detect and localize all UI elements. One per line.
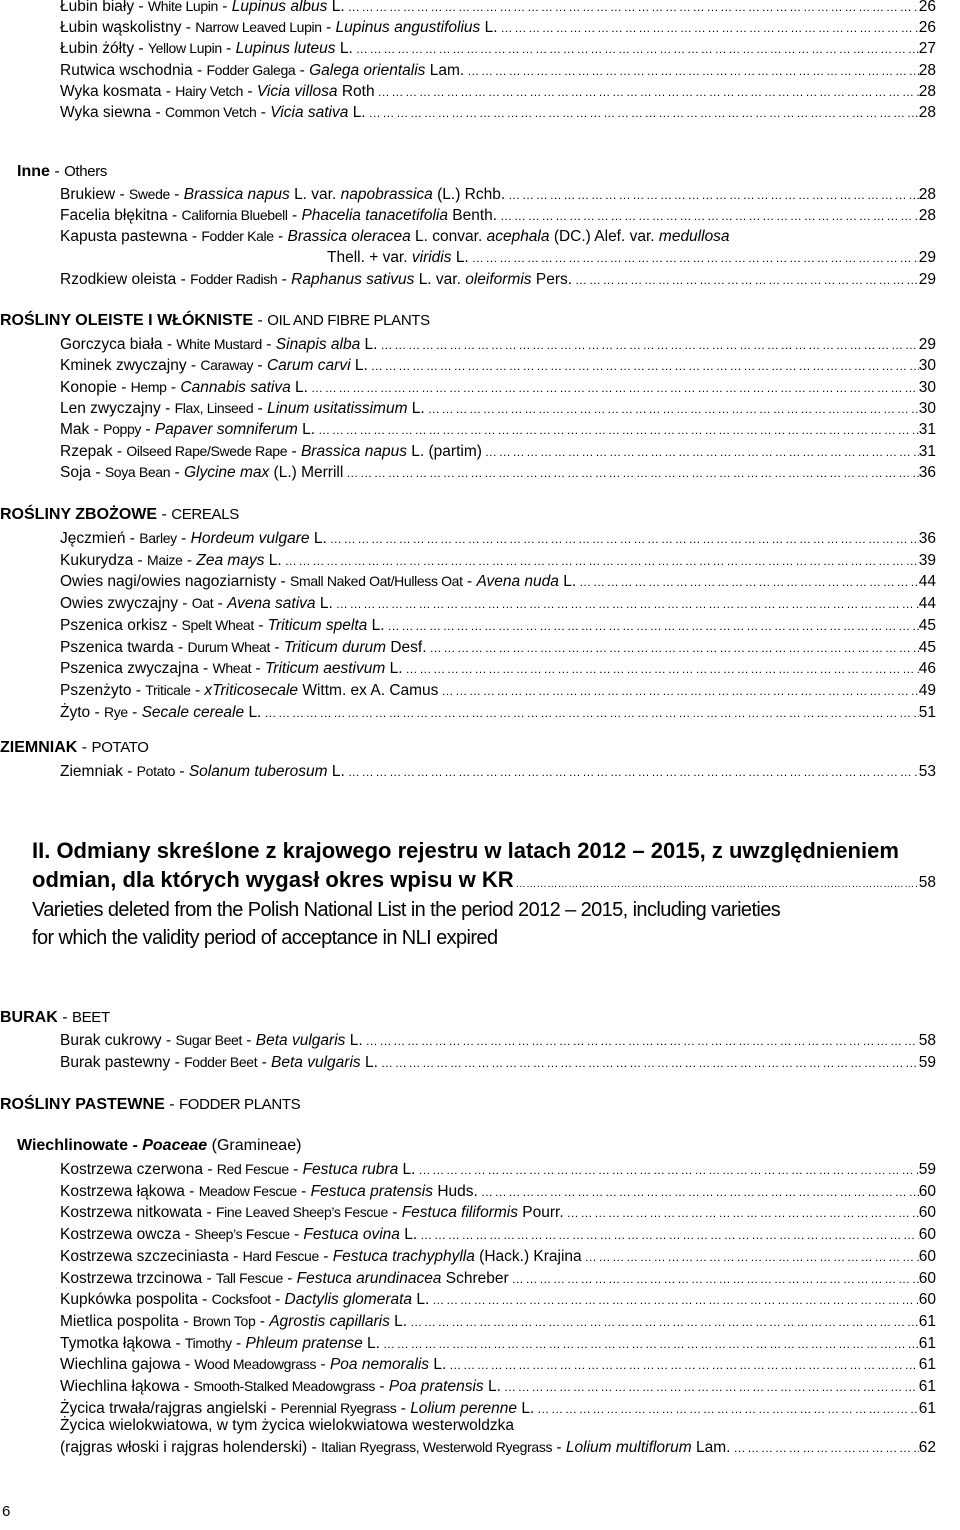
dot-leader xyxy=(378,1054,919,1072)
page-number: 49 xyxy=(918,681,936,699)
english-name: Small Naked Oat/Hulless Oat xyxy=(290,573,463,590)
dot-leader xyxy=(497,207,919,225)
page-number: 30 xyxy=(918,399,936,417)
dot-leader xyxy=(469,249,919,267)
latin-name: Lupinus albus xyxy=(231,0,328,15)
page-number: 31 xyxy=(918,421,936,439)
latin-name: Poa nemoralis xyxy=(329,1356,430,1374)
english-name: White Lupin xyxy=(147,0,218,14)
polish-name: Kostrzewa czerwona xyxy=(60,1161,204,1178)
author-abbrev: Huds. xyxy=(437,1182,478,1200)
english-name: White Mustard xyxy=(176,336,262,352)
latin-name: Beta vulgaris xyxy=(271,1054,361,1071)
english-name: Rye xyxy=(103,703,128,720)
english-name: Wheat xyxy=(212,660,252,677)
page-number: 30 xyxy=(918,357,936,375)
dot-leader xyxy=(308,379,919,397)
toc-entry: Życica trwała/rajgras angielski - Perennial Ryegrass - Lolium perenne L. …………………………………………………………………………………………………………………………………………………………………………………… 61 xyxy=(60,1399,936,1418)
author-abbrev: L. xyxy=(364,336,378,353)
english-name: Hemp xyxy=(130,378,167,395)
dot-leader xyxy=(377,336,918,354)
page-number: 61 xyxy=(918,1312,936,1330)
part-two-title-line2: odmian, dla których wygasł okres wpisu w KR …………………………………………………………………………………………………………………………………………………………………………………… 58 xyxy=(32,866,936,894)
toc-entry: Rzepak - Oilseed Rape/Swede Rape - Brassica napus L. (partim) …………………………………………………………………………………………………………………………………………………………………………………… 31 xyxy=(60,442,936,461)
part-two-subtitle-en-2: for which the validity period of acceptance in NLI expired xyxy=(32,927,498,949)
dot-leader xyxy=(564,1204,919,1222)
toc-entry: Kostrzewa nitkowata - Fine Leaved Sheep’s Fescue - Festuca filiformis Pourr. …………………………………………………………………………………………………………………………………………………………………………………… 60 xyxy=(60,1203,936,1222)
section-heading-fodder: ROŚLINY PASTEWNE - FODDER PLANTS xyxy=(0,1096,301,1113)
latin-name: Festuca trachyphylla xyxy=(332,1247,475,1265)
toc-entry: Konopie - Hemp - Cannabis sativa L. …………………………………………………………………………………………………………………………………………………………………………………… 30 xyxy=(60,378,936,397)
polish-name: Konopie xyxy=(60,378,117,396)
entry-zycica-wielokwiatowa-cont: (rajgras włoski i rajgras holenderski) - Italian Ryegrass, Westerwold Ryegrass - Lolium multiflorum Lam. …………………………………………………………………………………………………………………………………………………………………………………… 62 xyxy=(60,1438,936,1457)
author-abbrev: L. xyxy=(394,1312,408,1330)
english-name: Perennial Ryegrass xyxy=(280,1399,397,1416)
author-abbrev: L. xyxy=(349,1032,363,1049)
page-number: 62 xyxy=(918,1439,936,1456)
english-name: Durum Wheat xyxy=(187,638,271,655)
toc-entry: Len zwyczajny - Flax, Linseed - Linum usitatissimum L. …………………………………………………………………………………………………………………………………………………………………………………… 30 xyxy=(60,399,936,418)
latin-name: Avena sativa xyxy=(227,595,316,613)
dot-leader xyxy=(576,573,919,591)
author-abbrev: Lam. xyxy=(429,61,465,79)
page-number: 29 xyxy=(918,336,936,353)
author-abbrev: L. xyxy=(404,1226,418,1244)
page-number: 45 xyxy=(918,616,936,634)
dot-leader xyxy=(345,0,919,16)
dot-leader xyxy=(353,40,919,58)
polish-name: Kostrzewa owcza xyxy=(60,1226,181,1244)
entry-kapusta-cont: Thell. + var. viridis L. …………………………………………………………………………………………………………………………………………………………………………………… 29 xyxy=(327,249,936,267)
polish-name: Wiechlina łąkowa xyxy=(60,1378,180,1395)
page-number: 53 xyxy=(918,763,936,780)
polish-name: Kukurydza xyxy=(60,551,134,569)
latin-name: Zea mays xyxy=(196,551,265,569)
latin-name: Sinapis alba xyxy=(275,336,361,353)
english-name: Sugar Beet xyxy=(175,1032,242,1048)
author-abbrev: Desf. xyxy=(390,638,427,656)
toc-entry: Mietlica pospolita - Brown Top - Agrostis capillaris L. …………………………………………………………………………………………………………………………………………………………………………………… 61 xyxy=(60,1312,936,1331)
english-name: Oilseed Rape/Swede Rape xyxy=(126,442,288,459)
latin-name: Galega orientalis xyxy=(309,61,426,79)
english-name: Flax, Linseed xyxy=(174,399,254,416)
toc-entry: Kostrzewa szczeciniasta - Hard Fescue - Festuca trachyphylla (Hack.) Krajina …………………………………………………………………………………………………………………………………………………………………………………… 60 xyxy=(60,1247,936,1266)
latin-name: Papaver somniferum xyxy=(154,421,298,439)
english-name: Smooth-Stalked Meadowgrass xyxy=(193,1378,376,1394)
toc-entry: Soja - Soya Bean - Glycine max (L.) Merrill …………………………………………………………………………………………………………………………………………………………………………………… 36 xyxy=(60,463,936,482)
english-name: Fodder Beet xyxy=(184,1054,258,1070)
author-abbrev: L. xyxy=(352,104,366,121)
dot-leader xyxy=(425,400,919,418)
dot-leader xyxy=(282,552,919,570)
section-heading-oil-fibre: ROŚLINY OLEISTE I WŁÓKNISTE - OIL AND FIBRE PLANTS xyxy=(0,312,430,329)
entry-kapusta: Kapusta pastewna - Fodder Kale - Brassica oleracea L. convar. acephala (DC.) Alef. var. medullosa xyxy=(60,228,730,245)
dot-leader xyxy=(498,19,919,37)
page-number: 59 xyxy=(918,1054,936,1071)
english-name: Barley xyxy=(139,530,177,546)
entry-brukiew: Brukiew - Swede - Brassica napus L. var. napobrassica (L.) Rchb. …………………………………………………………………………………………………………………………………………………………………………………… 28 xyxy=(60,185,936,204)
toc-entry: Żyto - Rye - Secale cereale L. …………………………………………………………………………………………………………………………………………………………………………………… 51 xyxy=(60,703,936,722)
english-name: Fine Leaved Sheep’s Fescue xyxy=(215,1204,388,1221)
page-number: 36 xyxy=(918,463,936,481)
author-abbrev: L. xyxy=(364,1054,378,1071)
section-heading-cereals: ROŚLINY ZBOŻOWE - CEREALS xyxy=(0,506,239,523)
english-name: Brown Top xyxy=(192,1312,256,1329)
dot-leader xyxy=(514,876,919,894)
dot-leader xyxy=(730,1439,918,1457)
latin-name: Poa pratensis xyxy=(388,1378,484,1395)
page-number: 60 xyxy=(918,1226,936,1244)
polish-name: Pszenica zwyczajna xyxy=(60,660,199,678)
part-two-title: II. Odmiany skreślone z krajowego rejestru w latach 2012 – 2015, z uwzględnieniem xyxy=(32,838,899,863)
polish-name: Kostrzewa trzcinowa xyxy=(60,1269,203,1287)
toc-entry: Wiechlina łąkowa - Smooth-Stalked Meadowgrass - Poa pratensis L. …………………………………………………………………………………………………………………………………………………………………………………… 61 xyxy=(60,1377,936,1396)
author-abbrev: L. xyxy=(563,573,577,591)
dot-leader xyxy=(534,1400,918,1418)
latin-name: Festuca ovina xyxy=(303,1226,400,1244)
polish-name: Mietlica pospolita xyxy=(60,1312,179,1330)
author-abbrev: L. xyxy=(313,530,327,547)
dot-leader xyxy=(327,530,919,548)
toc-entry: Pszenica twarda - Durum Wheat - Triticum durum Desf. …………………………………………………………………………………………………………………………………………………………………………………… 45 xyxy=(60,638,936,657)
dot-leader xyxy=(501,1378,919,1396)
polish-name: Soja xyxy=(60,463,92,481)
toc-entry: Jęczmień - Barley - Hordeum vulgare L. …………………………………………………………………………………………………………………………………………………………………………………… 36 xyxy=(60,529,936,548)
english-name: Common Vetch xyxy=(164,104,257,120)
author-abbrev: L. xyxy=(248,703,262,721)
latin-name: Carum carvi xyxy=(266,357,351,375)
author-abbrev: L. xyxy=(295,378,308,396)
latin-name: Glycine max xyxy=(183,463,270,481)
latin-name: Triticum spelta xyxy=(267,616,368,634)
toc-entry: Tymotka łąkowa - Timothy - Phleum pratense L. …………………………………………………………………………………………………………………………………………………………………………………… 61 xyxy=(60,1334,936,1353)
author-abbrev: Roth xyxy=(341,82,375,100)
toc-entry: Mak - Poppy - Papaver somniferum L. …………………………………………………………………………………………………………………………………………………………………………………… 31 xyxy=(60,420,936,439)
english-name: Fodder Galega xyxy=(206,61,296,78)
dot-leader xyxy=(446,1356,918,1374)
dot-leader xyxy=(368,357,919,375)
toc-entry: Rutwica wschodnia - Fodder Galega - Galega orientalis Lam. …………………………………………………………………………………………………………………………………………………………………………………… 28 xyxy=(60,61,936,80)
polish-name: Żyto xyxy=(60,703,91,721)
polish-name: Owies nagi/owies nagoziarnisty xyxy=(60,573,277,591)
section-heading-beet: BURAK - BEET xyxy=(0,1009,110,1026)
polish-name: Mak xyxy=(60,421,90,439)
polish-name: Kostrzewa nitkowata xyxy=(60,1204,203,1222)
polish-name: Owies zwyczajny xyxy=(60,595,178,613)
page-number: 58 xyxy=(918,874,936,891)
latin-name: Vicia sativa xyxy=(270,104,349,121)
page-number: 59 xyxy=(918,1161,936,1178)
author-abbrev: L. xyxy=(402,1161,416,1178)
entry-ziemniak: Ziemniak - Potato - Solanum tuberosum L. …………………………………………………………………………………………………………………………………………………………………………………… 53 xyxy=(60,762,936,781)
page-number: 26 xyxy=(918,19,936,37)
page-number: 51 xyxy=(918,703,936,721)
author-abbrev: L. xyxy=(416,1291,430,1309)
page-number: 30 xyxy=(918,378,936,396)
page-number: 28 xyxy=(918,82,936,100)
english-name: Caraway xyxy=(200,357,254,374)
page-number: 28 xyxy=(918,207,936,224)
dot-leader xyxy=(345,763,919,781)
dot-leader xyxy=(315,421,919,439)
toc-entry: Kostrzewa owcza - Sheep’s Fescue - Festuca ovina L. …………………………………………………………………………………………………………………………………………………………………………………… 60 xyxy=(60,1225,936,1244)
page-number: 29 xyxy=(918,271,936,288)
latin-name: Vicia villosa xyxy=(256,82,338,100)
latin-name: Agrostis capillaris xyxy=(269,1312,390,1330)
page-number: 58 xyxy=(918,1032,936,1049)
polish-name: Rutwica wschodnia xyxy=(60,61,193,79)
latin-name: Triticum durum xyxy=(283,638,387,656)
dot-leader xyxy=(407,1313,919,1331)
latin-name: Beta vulgaris xyxy=(255,1032,346,1049)
dot-leader xyxy=(464,62,919,80)
page-folio-number: 6 xyxy=(2,1503,11,1520)
polish-name: Burak pastewny xyxy=(60,1054,171,1071)
toc-entry: Kostrzewa trzcinowa - Tall Fescue - Festuca arundinacea Schreber …………………………………………………………………………………………………………………………………………………………………………………… 60 xyxy=(60,1269,936,1288)
polish-name: Wiechlina gajowa xyxy=(60,1356,181,1374)
author-abbrev: L. xyxy=(371,616,385,634)
page-number: 61 xyxy=(918,1378,936,1395)
polish-name: Kupkówka pospolita xyxy=(60,1291,198,1309)
section-heading-others: Inne - Others xyxy=(17,163,108,180)
english-name: Soya Bean xyxy=(104,463,171,480)
author-abbrev: L. xyxy=(367,1334,380,1352)
latin-name: Avena nuda xyxy=(476,573,559,591)
part-two-subtitle-en: Varieties deleted from the Polish National List in the period 2012 – 2015, including varieties xyxy=(32,899,781,921)
toc-entry: Łubin żółty - Yellow Lupin - Lupinus luteus L. …………………………………………………………………………………………………………………………………………………………………………………… 27 xyxy=(60,39,936,58)
latin-name: Dactylis glomerata xyxy=(284,1291,413,1309)
page-number: 27 xyxy=(918,40,936,58)
dot-leader xyxy=(403,660,919,678)
entry-facelia: Facelia błękitna - California Bluebell - Phacelia tanacetifolia Benth. …………………………………………………………………………………………………………………………………………………………………………………… 28 xyxy=(60,206,936,225)
author-abbrev: L. xyxy=(389,660,403,678)
english-name: Narrow Leaved Lupin xyxy=(195,19,322,36)
toc-entry: Wyka kosmata - Hairy Vetch - Vicia villosa Roth …………………………………………………………………………………………………………………………………………………………………………………… 28 xyxy=(60,82,936,101)
page-number: 61 xyxy=(918,1399,936,1417)
author-abbrev: L. (partim) xyxy=(411,442,482,460)
author-abbrev: L. xyxy=(302,421,316,439)
page-number: 60 xyxy=(918,1291,936,1309)
page-number: 29 xyxy=(918,249,936,266)
english-name: Sheep’s Fescue xyxy=(194,1226,290,1243)
dot-leader xyxy=(572,271,919,289)
toc-entry: Owies zwyczajny - Oat - Avena sativa L. …………………………………………………………………………………………………………………………………………………………………………………… 44 xyxy=(60,594,936,613)
toc-entry: Kostrzewa łąkowa - Meadow Fescue - Festuca pratensis Huds. …………………………………………………………………………………………………………………………………………………………………………………… 60 xyxy=(60,1182,936,1201)
toc-entry: Burak cukrowy - Sugar Beet - Beta vulgaris L. …………………………………………………………………………………………………………………………………………………………………………………… 58 xyxy=(60,1031,936,1050)
english-name: Spelt Wheat xyxy=(181,616,254,633)
latin-name: Lupinus luteus xyxy=(235,40,336,58)
dot-leader xyxy=(429,1291,918,1309)
dot-leader xyxy=(415,1161,918,1179)
author-abbrev: Schreber xyxy=(445,1269,509,1287)
english-name: Yellow Lupin xyxy=(147,40,222,57)
toc-entry: Pszenica orkisz - Spelt Wheat - Triticum spelta L. …………………………………………………………………………………………………………………………………………………………………………………… 45 xyxy=(60,616,936,635)
latin-name: Brassica napus xyxy=(300,442,407,460)
latin-name: Secale cereale xyxy=(141,703,245,721)
toc-entry: Pszenica zwyczajna - Wheat - Triticum aestivum L. …………………………………………………………………………………………………………………………………………………………………………………… 46 xyxy=(60,659,936,678)
toc-entry: Pszenżyto - Triticale - xTriticosecale Wittm. ex A. Camus …………………………………………………………………………………………………………………………………………………………………………………… 49 xyxy=(60,681,936,700)
toc-entry: Łubin wąskolistny - Narrow Leaved Lupin - Lupinus angustifolius L. …………………………………………………………………………………………………………………………………………………………………………………… 26 xyxy=(60,18,936,37)
section-heading-potato: ZIEMNIAK - POTATO xyxy=(0,739,149,756)
polish-name: Len zwyczajny xyxy=(60,399,161,417)
dot-leader xyxy=(333,595,919,613)
latin-name: Linum usitatissimum xyxy=(267,399,408,417)
polish-name: Burak cukrowy xyxy=(60,1032,162,1049)
dot-leader xyxy=(482,443,919,461)
page-number: 28 xyxy=(918,61,936,79)
latin-name: Lupinus angustifolius xyxy=(335,19,481,37)
english-name: Cocksfoot xyxy=(211,1291,271,1308)
english-name: Hairy Vetch xyxy=(175,82,244,99)
dot-leader xyxy=(363,1032,919,1050)
page-number: 26 xyxy=(918,0,936,15)
polish-name: Łubin żółty xyxy=(60,40,135,58)
page-number: 61 xyxy=(918,1334,936,1352)
author-abbrev: (Hack.) Krajina xyxy=(479,1247,582,1265)
english-name: Triticale xyxy=(145,681,191,698)
author-abbrev: L. xyxy=(268,551,282,569)
dot-leader xyxy=(417,1226,919,1244)
polish-name: Kostrzewa szczeciniasta xyxy=(60,1247,229,1265)
toc-entry: Wiechlina gajowa - Wood Meadowgrass - Poa nemoralis L. …………………………………………………………………………………………………………………………………………………………………………………… 61 xyxy=(60,1355,936,1374)
polish-name: Gorczyca biała xyxy=(60,336,163,353)
author-abbrev: Wittm. ex A. Camus xyxy=(302,681,439,699)
english-name: Hard Fescue xyxy=(242,1247,319,1264)
dot-leader xyxy=(261,704,918,722)
toc-entry: Kupkówka pospolita - Cocksfoot - Dactylis glomerata L. …………………………………………………………………………………………………………………………………………………………………………………… 60 xyxy=(60,1290,936,1309)
dot-leader xyxy=(582,1248,919,1266)
author-abbrev: L. xyxy=(339,40,353,58)
page-number: 44 xyxy=(918,595,936,613)
dot-leader xyxy=(375,83,919,101)
polish-name: Pszenica orkisz xyxy=(60,616,168,634)
page-number: 31 xyxy=(918,442,936,460)
polish-name: Życica trwała/rajgras angielski xyxy=(60,1399,267,1417)
english-name: Meadow Fescue xyxy=(198,1182,297,1199)
page-number: 28 xyxy=(918,186,936,203)
dot-leader xyxy=(478,1183,919,1201)
author-abbrev: L. xyxy=(521,1399,535,1417)
english-name: Wood Meadowgrass xyxy=(194,1356,317,1373)
page-number: 60 xyxy=(918,1247,936,1265)
latin-name: xTriticosecale xyxy=(204,681,299,699)
polish-name: Łubin biały xyxy=(60,0,135,15)
entry-rzodkiew: Rzodkiew oleista - Fodder Radish - Raphanus sativus L. var. oleiformis Pers. …………………………………………………………………………………………………………………………………………………………………………………… 29 xyxy=(60,270,936,289)
page-number: 60 xyxy=(918,1204,936,1222)
toc-entry: Owies nagi/owies nagoziarnisty - Small Naked Oat/Hulless Oat - Avena nuda L. …………………………………………………………………………………………………………………………………………………………………………………… 44 xyxy=(60,572,936,591)
latin-name: Phleum pratense xyxy=(245,1334,363,1352)
entry-zycica-wielokwiatowa: Życica wielokwiatowa, w tym życica wielokwiatowa westerwoldzka xyxy=(60,1417,514,1434)
dot-leader xyxy=(509,1270,919,1288)
page-number: 44 xyxy=(918,573,936,591)
polish-name: Kminek zwyczajny xyxy=(60,357,187,375)
author-abbrev: L. xyxy=(433,1356,447,1374)
author-abbrev: L. xyxy=(487,1378,501,1395)
author-abbrev: L. xyxy=(354,357,368,375)
latin-name: Cannabis sativa xyxy=(180,378,291,396)
page-number: 39 xyxy=(918,551,936,569)
polish-name: Kostrzewa łąkowa xyxy=(60,1182,185,1200)
dot-leader xyxy=(438,682,918,700)
polish-name: Tymotka łąkowa xyxy=(60,1334,172,1352)
english-name: Maize xyxy=(147,551,183,568)
toc-entry: Kminek zwyczajny - Caraway - Carum carvi L. …………………………………………………………………………………………………………………………………………………………………………………… 30 xyxy=(60,356,936,375)
english-name: Tall Fescue xyxy=(215,1269,283,1286)
page-number: 46 xyxy=(918,660,936,678)
english-name: Poppy xyxy=(103,421,142,438)
author-abbrev: (L.) Merrill xyxy=(273,463,344,481)
toc-entry: Łubin biały - White Lupin - Lupinus albus L. …………………………………………………………………………………………………………………………………………………………………………………… 26 xyxy=(60,0,936,16)
page-number: 60 xyxy=(918,1269,936,1287)
author-abbrev: L. xyxy=(411,399,425,417)
author-abbrev: L. xyxy=(484,19,498,37)
latin-name: Triticum aestivum xyxy=(264,660,386,678)
toc-entry: Kostrzewa czerwona - Red Fescue - Festuca rubra L. …………………………………………………………………………………………………………………………………………………………………………………… 59 xyxy=(60,1160,936,1179)
toc-entry: Wyka siewna - Common Vetch - Vicia sativa L. …………………………………………………………………………………………………………………………………………………………………………………… 28 xyxy=(60,103,936,122)
dot-leader xyxy=(366,104,919,122)
page-number: 45 xyxy=(918,638,936,656)
latin-name: Lolium perenne xyxy=(410,1399,518,1417)
subsection-heading-poaceae: Wiechlinowate - Poaceae (Gramineae) xyxy=(17,1137,302,1154)
dot-leader xyxy=(505,186,919,204)
latin-name: Festuca filiformis xyxy=(401,1204,518,1222)
english-name: Timothy xyxy=(184,1334,232,1351)
page-number: 28 xyxy=(918,104,936,121)
polish-name: Wyka kosmata xyxy=(60,82,162,100)
author-abbrev: Pourr. xyxy=(522,1204,564,1222)
polish-name: Pszenica twarda xyxy=(60,638,174,656)
polish-name: Pszenżyto xyxy=(60,681,132,699)
polish-name: Wyka siewna xyxy=(60,104,152,121)
polish-name: Rzepak xyxy=(60,442,113,460)
author-abbrev: L. xyxy=(331,0,345,15)
polish-name: Łubin wąskolistny xyxy=(60,19,182,37)
polish-name: Jęczmień xyxy=(60,530,126,547)
page-number: 36 xyxy=(918,530,936,547)
latin-name: Festuca arundinacea xyxy=(296,1269,442,1287)
page-number: 60 xyxy=(918,1182,936,1200)
toc-entry: Burak pastewny - Fodder Beet - Beta vulgaris L. …………………………………………………………………………………………………………………………………………………………………………………… 59 xyxy=(60,1053,936,1072)
author-abbrev: L. xyxy=(319,595,333,613)
toc-entry: Kukurydza - Maize - Zea mays L. …………………………………………………………………………………………………………………………………………………………………………………… 39 xyxy=(60,551,936,570)
latin-name: Festuca rubra xyxy=(302,1161,399,1178)
dot-leader xyxy=(380,1335,919,1353)
english-name: Red Fescue xyxy=(216,1161,289,1177)
latin-name: Festuca pratensis xyxy=(310,1182,433,1200)
dot-leader xyxy=(385,617,919,635)
dot-leader xyxy=(343,464,918,482)
page-number: 61 xyxy=(918,1356,936,1374)
english-name: Oat xyxy=(191,595,214,612)
latin-name: Hordeum vulgare xyxy=(190,530,310,547)
toc-entry: Gorczyca biała - White Mustard - Sinapis alba L. …………………………………………………………………………………………………………………………………………………………………………………… 29 xyxy=(60,335,936,354)
dot-leader xyxy=(427,639,919,657)
